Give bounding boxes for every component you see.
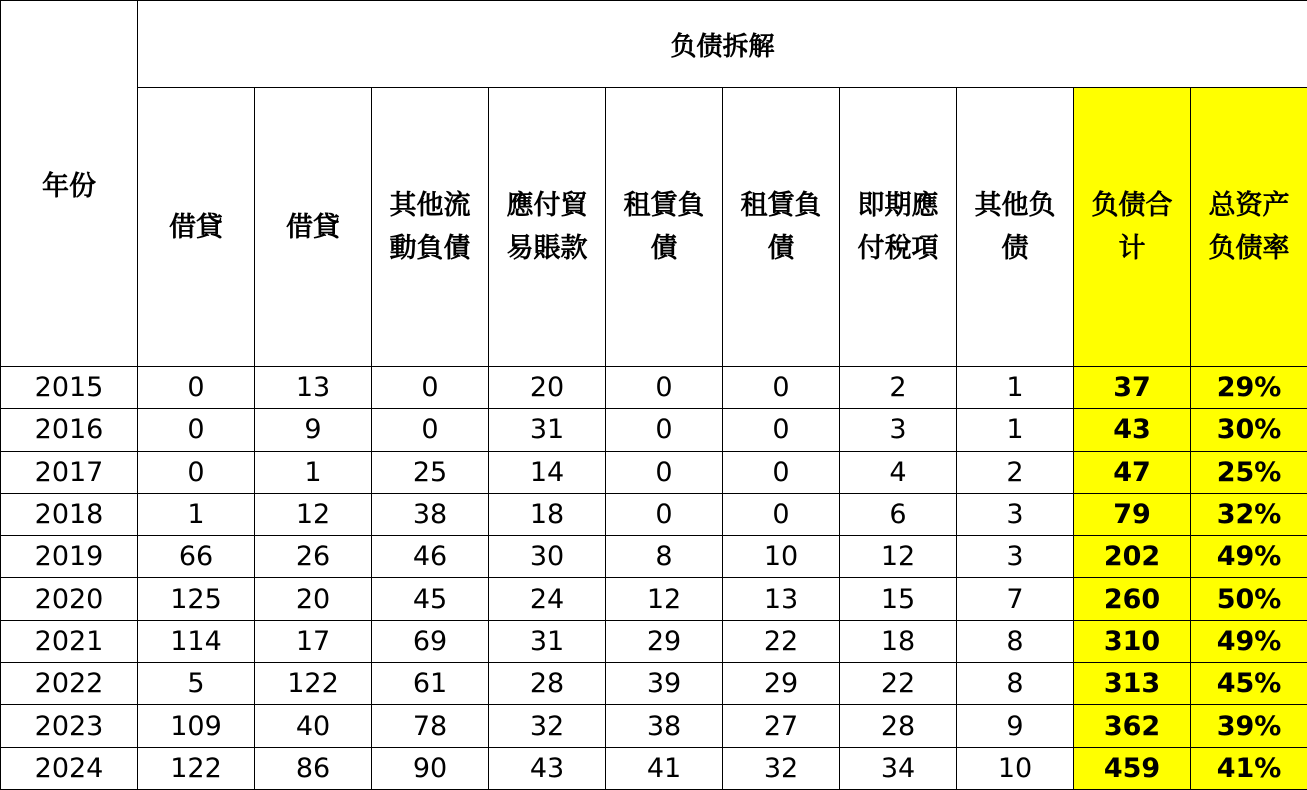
total-liabilities-cell: 79 — [1074, 493, 1191, 535]
value-cell: 8 — [957, 620, 1074, 662]
value-cell: 39 — [606, 663, 723, 705]
value-cell: 24 — [489, 578, 606, 620]
column-header: 总资产 负债率 — [1191, 88, 1307, 367]
value-cell: 66 — [138, 536, 255, 578]
value-cell: 22 — [723, 620, 840, 662]
value-cell: 1 — [255, 451, 372, 493]
value-cell: 38 — [606, 705, 723, 747]
value-cell: 18 — [840, 620, 957, 662]
column-header: 租賃負 債 — [723, 88, 840, 367]
value-cell: 31 — [489, 409, 606, 451]
value-cell: 28 — [489, 663, 606, 705]
value-cell: 0 — [372, 367, 489, 409]
value-cell: 31 — [489, 620, 606, 662]
value-cell: 78 — [372, 705, 489, 747]
value-cell: 12 — [840, 536, 957, 578]
value-cell: 32 — [489, 705, 606, 747]
value-cell: 10 — [957, 747, 1074, 789]
value-cell: 22 — [840, 663, 957, 705]
value-cell: 27 — [723, 705, 840, 747]
total-liabilities-cell: 37 — [1074, 367, 1191, 409]
value-cell: 122 — [138, 747, 255, 789]
value-cell: 109 — [138, 705, 255, 747]
total-liabilities-cell: 362 — [1074, 705, 1191, 747]
table-body — [1, 367, 1307, 790]
total-liabilities-cell: 310 — [1074, 620, 1191, 662]
year-cell: 2015 — [1, 367, 138, 409]
value-cell: 8 — [606, 536, 723, 578]
value-cell: 4 — [840, 451, 957, 493]
year-cell: 2016 — [1, 409, 138, 451]
total-liabilities-cell: 43 — [1074, 409, 1191, 451]
total-liabilities-cell: 202 — [1074, 536, 1191, 578]
value-cell: 5 — [138, 663, 255, 705]
value-cell: 41 — [606, 747, 723, 789]
table-row — [1, 367, 1307, 409]
header-row-columns — [1, 88, 1307, 367]
group-title: 负债拆解 — [138, 1, 1307, 88]
header-row-group — [1, 1, 1307, 88]
value-cell: 34 — [840, 747, 957, 789]
total-liabilities-cell: 459 — [1074, 747, 1191, 789]
value-cell: 114 — [138, 620, 255, 662]
year-cell: 2020 — [1, 578, 138, 620]
value-cell: 46 — [372, 536, 489, 578]
value-cell: 7 — [957, 578, 1074, 620]
value-cell: 0 — [606, 409, 723, 451]
debt-ratio-cell: 32% — [1191, 493, 1307, 535]
value-cell: 45 — [372, 578, 489, 620]
debt-ratio-cell: 45% — [1191, 663, 1307, 705]
debt-ratio-cell: 50% — [1191, 578, 1307, 620]
value-cell: 6 — [840, 493, 957, 535]
value-cell: 14 — [489, 451, 606, 493]
value-cell: 69 — [372, 620, 489, 662]
table-row — [1, 451, 1307, 493]
debt-ratio-cell: 41% — [1191, 747, 1307, 789]
debt-ratio-cell: 49% — [1191, 620, 1307, 662]
value-cell: 86 — [255, 747, 372, 789]
year-cell: 2021 — [1, 620, 138, 662]
value-cell: 9 — [957, 705, 1074, 747]
column-header: 即期應 付稅項 — [840, 88, 957, 367]
column-header: 租賃負 債 — [606, 88, 723, 367]
column-header: 其他负 债 — [957, 88, 1074, 367]
total-liabilities-cell: 47 — [1074, 451, 1191, 493]
column-header: 借貸 — [138, 88, 255, 367]
value-cell: 122 — [255, 663, 372, 705]
value-cell: 0 — [723, 451, 840, 493]
year-cell: 2019 — [1, 536, 138, 578]
value-cell: 28 — [840, 705, 957, 747]
year-cell: 2018 — [1, 493, 138, 535]
table-row — [1, 493, 1307, 535]
value-cell: 0 — [606, 493, 723, 535]
value-cell: 0 — [138, 451, 255, 493]
debt-ratio-cell: 25% — [1191, 451, 1307, 493]
table-row — [1, 578, 1307, 620]
value-cell: 30 — [489, 536, 606, 578]
value-cell: 9 — [255, 409, 372, 451]
value-cell: 3 — [957, 493, 1074, 535]
table-row — [1, 663, 1307, 705]
value-cell: 43 — [489, 747, 606, 789]
table-row — [1, 620, 1307, 662]
value-cell: 18 — [489, 493, 606, 535]
value-cell: 13 — [723, 578, 840, 620]
value-cell: 15 — [840, 578, 957, 620]
value-cell: 12 — [255, 493, 372, 535]
value-cell: 0 — [138, 367, 255, 409]
value-cell: 13 — [255, 367, 372, 409]
value-cell: 125 — [138, 578, 255, 620]
value-cell: 8 — [957, 663, 1074, 705]
value-cell: 40 — [255, 705, 372, 747]
value-cell: 32 — [723, 747, 840, 789]
value-cell: 29 — [606, 620, 723, 662]
table-row — [1, 747, 1307, 789]
year-column-header: 年份 — [1, 1, 138, 367]
year-cell: 2023 — [1, 705, 138, 747]
value-cell: 17 — [255, 620, 372, 662]
debt-ratio-cell: 29% — [1191, 367, 1307, 409]
year-cell: 2017 — [1, 451, 138, 493]
value-cell: 90 — [372, 747, 489, 789]
column-header: 借貸 — [255, 88, 372, 367]
value-cell: 26 — [255, 536, 372, 578]
value-cell: 25 — [372, 451, 489, 493]
total-liabilities-cell: 313 — [1074, 663, 1191, 705]
value-cell: 3 — [840, 409, 957, 451]
total-liabilities-cell: 260 — [1074, 578, 1191, 620]
value-cell: 12 — [606, 578, 723, 620]
value-cell: 20 — [489, 367, 606, 409]
value-cell: 38 — [372, 493, 489, 535]
value-cell: 29 — [723, 663, 840, 705]
year-cell: 2022 — [1, 663, 138, 705]
debt-ratio-cell: 49% — [1191, 536, 1307, 578]
value-cell: 61 — [372, 663, 489, 705]
table-row — [1, 409, 1307, 451]
debt-ratio-cell: 39% — [1191, 705, 1307, 747]
table-row — [1, 705, 1307, 747]
value-cell: 0 — [606, 367, 723, 409]
value-cell: 1 — [957, 367, 1074, 409]
value-cell: 3 — [957, 536, 1074, 578]
value-cell: 0 — [606, 451, 723, 493]
column-header: 應付貿 易賬款 — [489, 88, 606, 367]
value-cell: 0 — [372, 409, 489, 451]
value-cell: 0 — [723, 409, 840, 451]
value-cell: 0 — [723, 367, 840, 409]
value-cell: 1 — [957, 409, 1074, 451]
column-header: 其他流 動負債 — [372, 88, 489, 367]
table-row — [1, 536, 1307, 578]
debt-ratio-cell: 30% — [1191, 409, 1307, 451]
value-cell: 20 — [255, 578, 372, 620]
column-header: 负债合 计 — [1074, 88, 1191, 367]
value-cell: 2 — [957, 451, 1074, 493]
year-cell: 2024 — [1, 747, 138, 789]
value-cell: 0 — [723, 493, 840, 535]
value-cell: 10 — [723, 536, 840, 578]
value-cell: 2 — [840, 367, 957, 409]
value-cell: 1 — [138, 493, 255, 535]
value-cell: 0 — [138, 409, 255, 451]
